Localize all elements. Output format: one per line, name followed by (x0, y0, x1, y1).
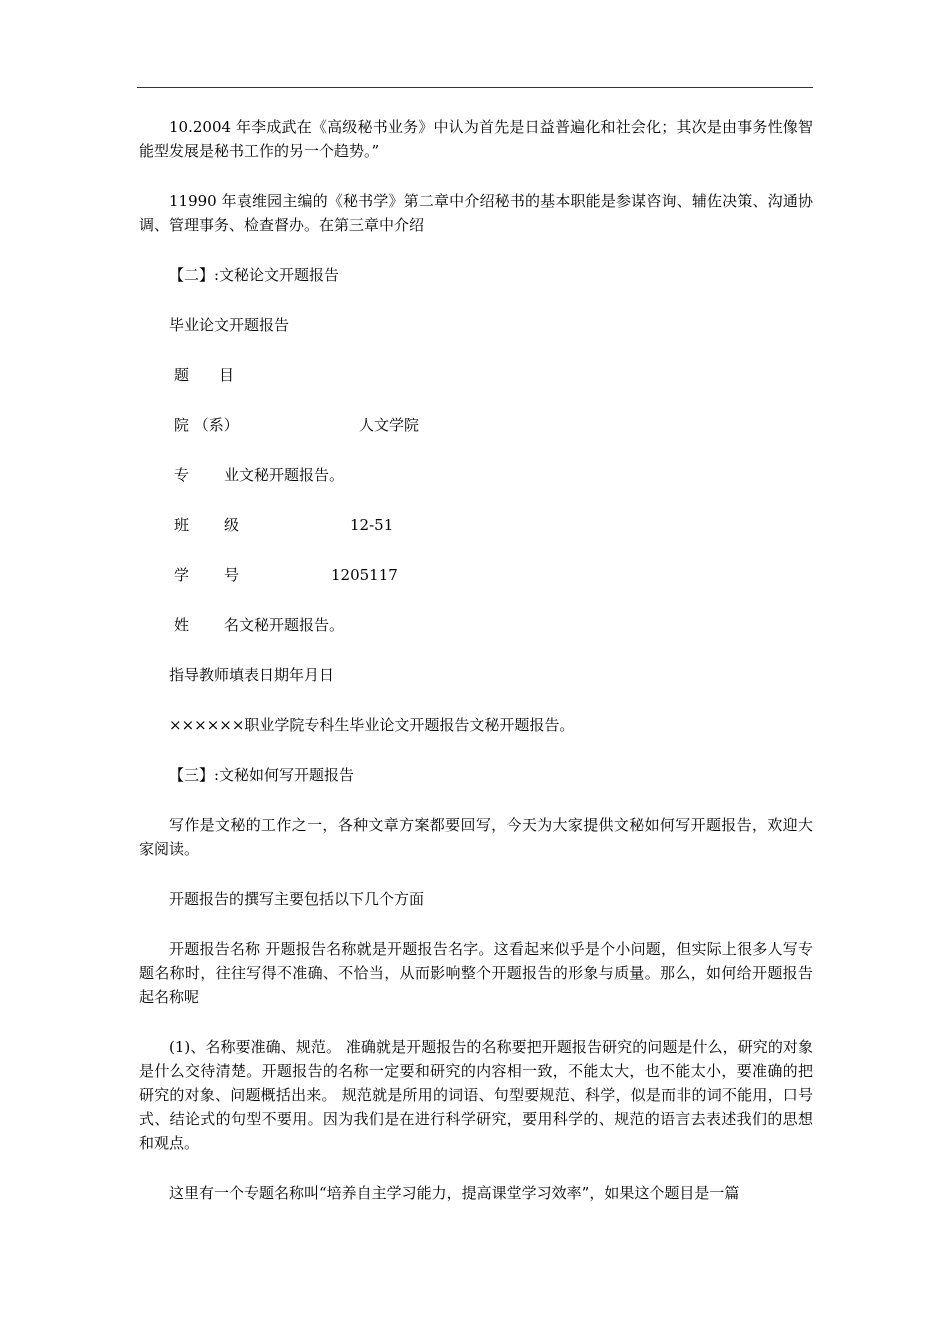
class-label: 班 (174, 516, 190, 534)
paragraph-2: 11990 年袁维园主编的《秘书学》第二章中介绍秘书的基本职能是参谋咨询、辅佐决策、沟通协调、管理事务、检查督办。在第三章中介绍 (139, 192, 813, 234)
dept-row (174, 413, 813, 437)
major-label: 专 (174, 466, 190, 484)
paragraph-1: 10.2004 年李成武在《高级秘书业务》中认为首先是日益普遍化和社会化；其次是由事务性像智能型发展是秘书工作的另一个趋势。” (139, 118, 813, 160)
paragraph-7: 这里有一个专题名称叫“培养自主学习能力，提高课堂学习效率”，如果这个题目是一篇 (169, 1184, 740, 1202)
school-line: ××××××职业学院专科生毕业论文开题报告文秘开题报告。 (169, 716, 575, 734)
cover-title: 毕业论文开题报告 (169, 316, 290, 334)
student-id-label: 学 (174, 566, 190, 584)
topic-label: 题 目 (174, 366, 235, 384)
paragraph-5: 开题报告名称 开题报告名称就是开题报告名字。这看起来似乎是个小问题，但实际上很多人写专题名称时，往往写得不准确、不恰当，从而影响整个开题报告的形象与质量。那么，如何给开题报告起名称呢 (139, 940, 813, 1006)
paragraph-4: 开题报告的撰写主要包括以下几个方面 (169, 890, 425, 908)
paragraph-3: 写作是文秘的工作之一，各种文章方案都要回写，今天为大家提供文秘如何写开题报告，欢迎大家阅读。 (139, 816, 813, 858)
topic-row (174, 363, 813, 387)
student-id-label-2: 号 (224, 566, 240, 584)
section-heading-2: 【二】:文秘论文开题报告 (169, 266, 340, 284)
name-row (174, 613, 813, 637)
major-value: 业文秘开题报告。 (224, 466, 345, 484)
class-row (174, 513, 813, 537)
dept-value: 人文学院 (359, 416, 420, 434)
paragraph-6: (1)、名称要准确、规范。 准确就是开题报告的名称要把开题报告研究的问题是什么，研究的对象是什么交待清楚。开题报告的名称一定要和研究的内容相一致，不能太大，也不能太小，要准确的把研究的对象、问题概括出来。 规范就是所用的词语、句型要规范、科学，似是而非的词不能用，口号式、结论式的句型不要用。因为我们是在进行科学研究，要用科学的、规范的语言去表述我们的思想和观点。 (139, 1038, 813, 1152)
major-row (174, 463, 813, 487)
section-heading-3: 【三】:文秘如何写开题报告 (169, 766, 355, 784)
name-value: 名文秘开题报告。 (224, 616, 345, 634)
document-body (139, 115, 813, 1231)
name-label: 姓 (174, 616, 190, 634)
dept-label: 院 （系） (174, 416, 239, 434)
header-rule (137, 87, 813, 88)
teacher-line: 指导教师填表日期年月日 (169, 666, 335, 684)
student-id-value: 1205117 (331, 566, 398, 584)
student-id-row (174, 563, 813, 587)
class-value: 12-51 (350, 516, 394, 534)
class-label-2: 级 (224, 516, 240, 534)
